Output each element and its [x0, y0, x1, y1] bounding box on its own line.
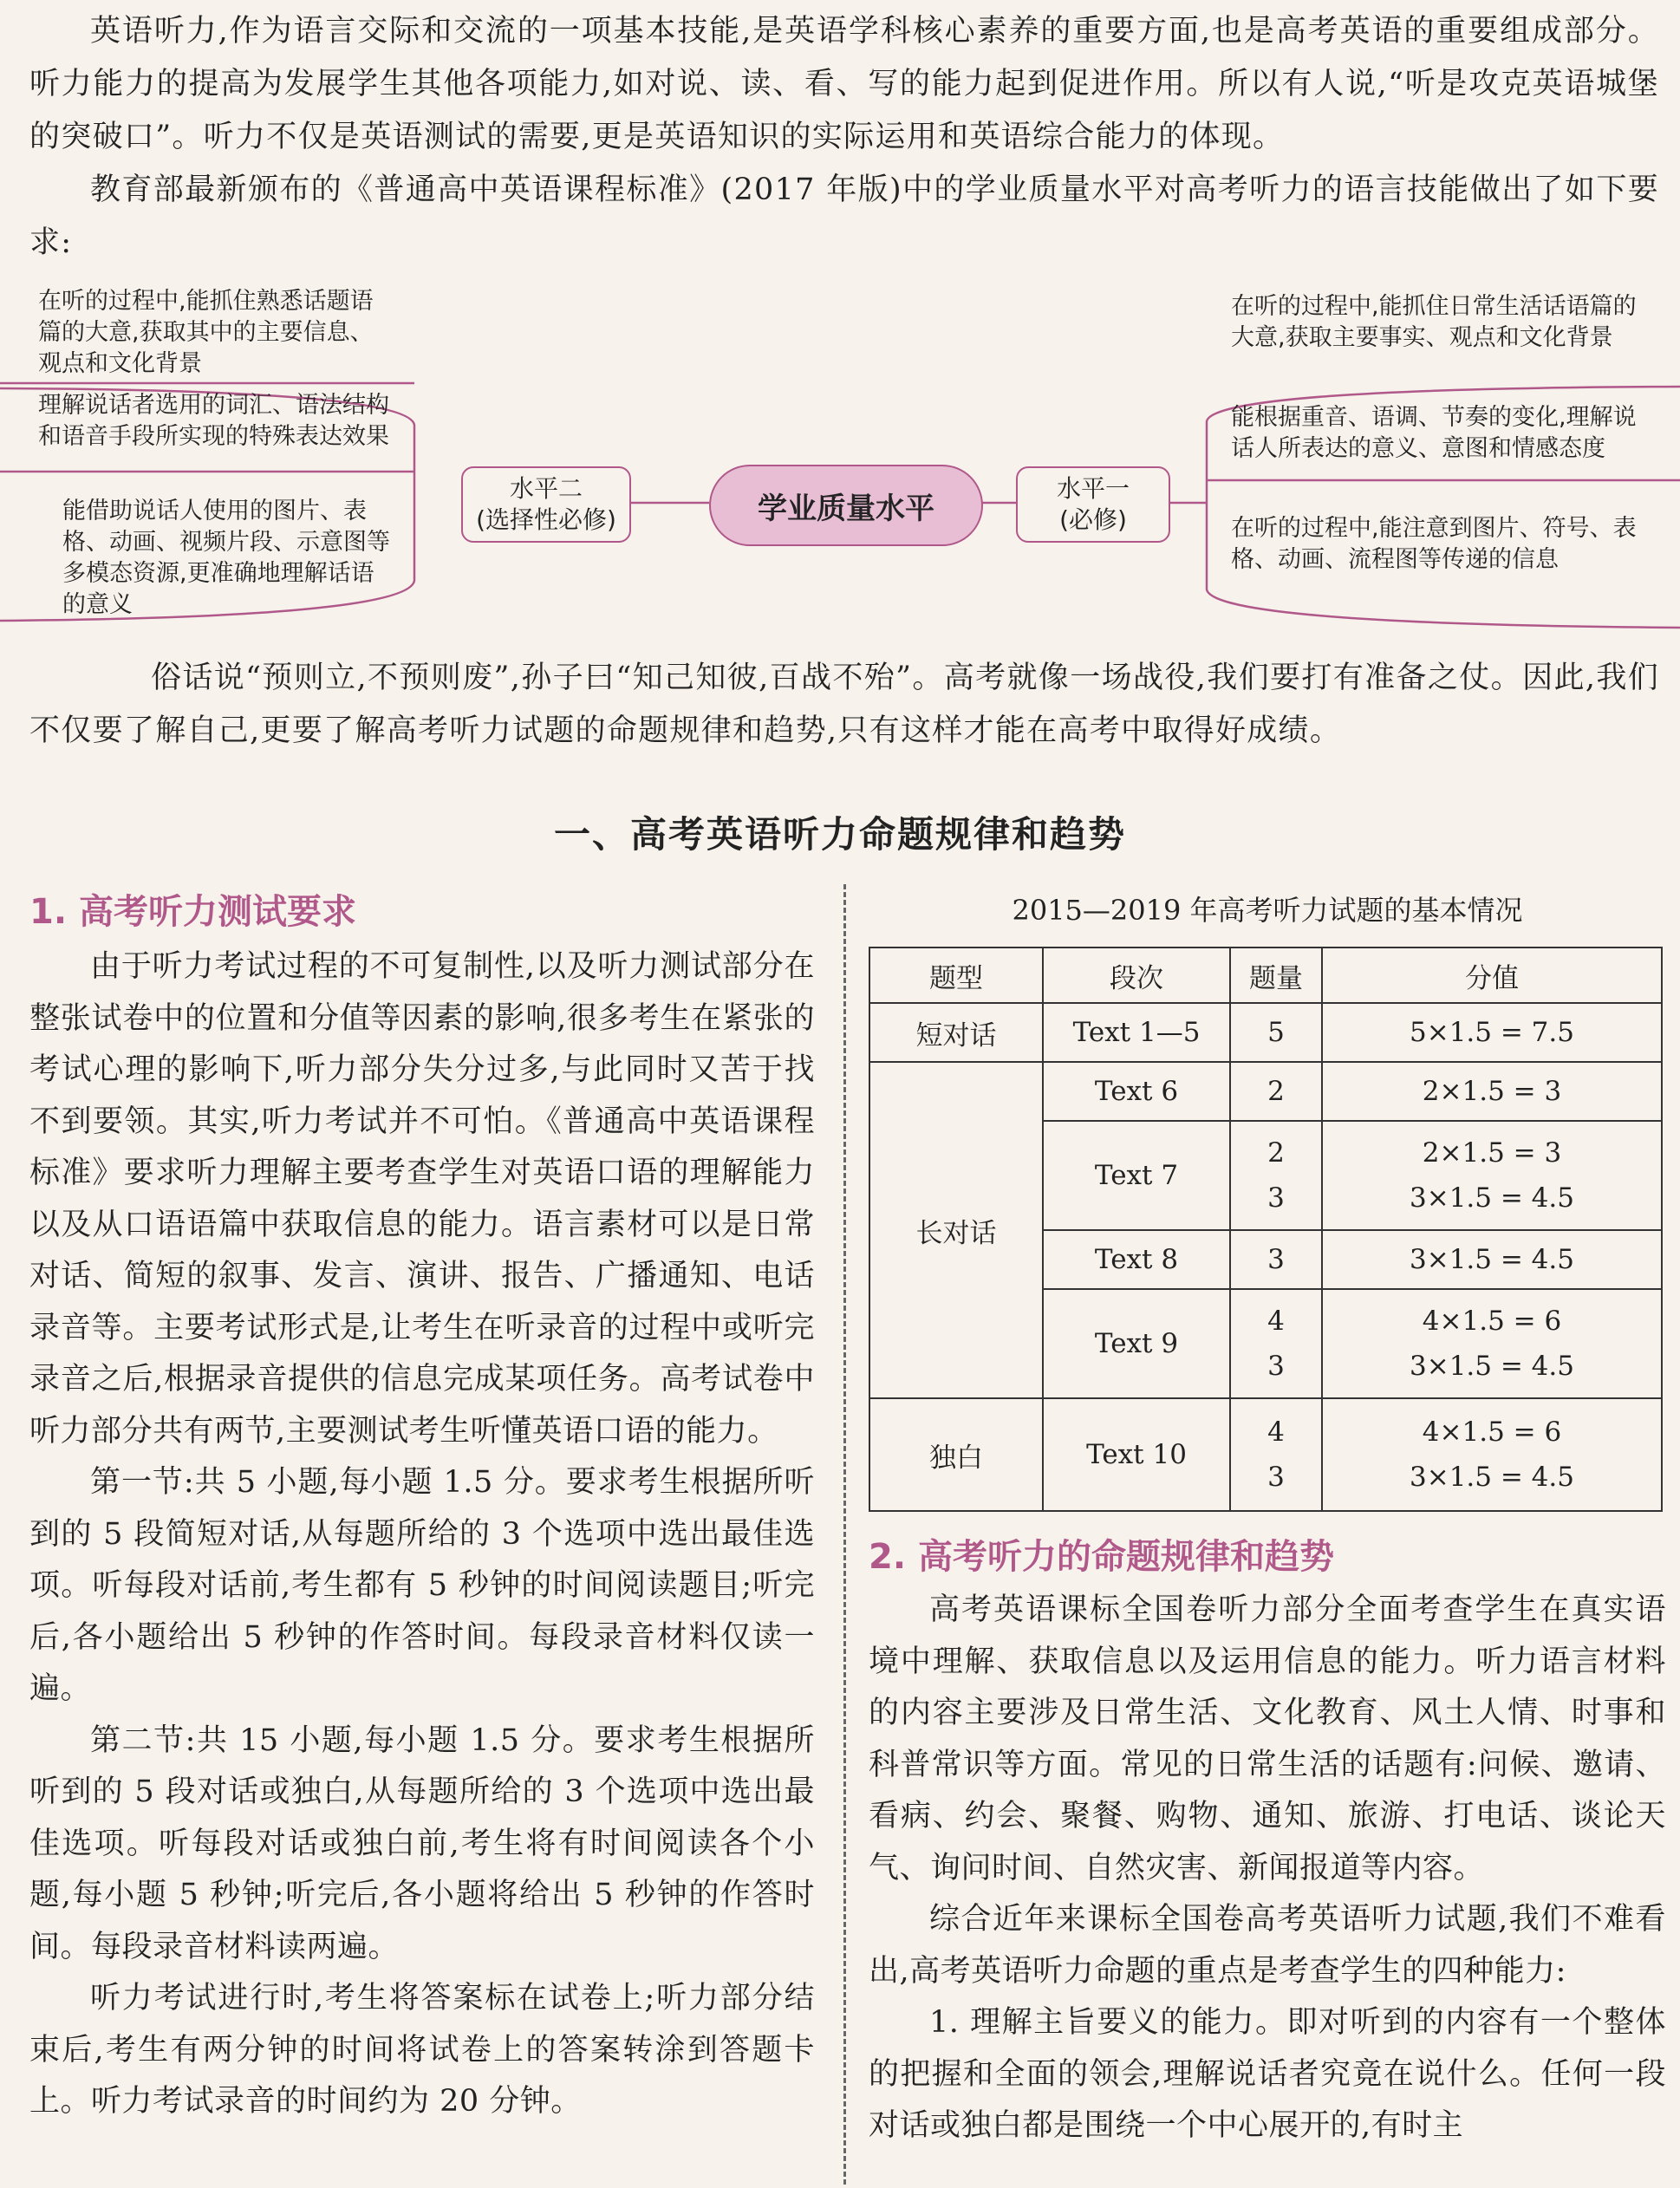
right-heading: 2. 高考听力的命题规律和趋势	[869, 1537, 1334, 1577]
cell-count: 3	[1230, 1230, 1322, 1289]
table-row	[869, 1398, 1662, 1511]
cell-type-long: 长对话	[869, 1062, 1043, 1398]
level1-label-line2: (必修)	[1059, 505, 1127, 534]
header-text: 段次	[1043, 947, 1230, 1003]
cell-score	[1322, 1398, 1662, 1511]
table-row	[869, 1062, 1662, 1121]
table-row	[869, 1003, 1662, 1062]
cell-count	[1230, 1398, 1322, 1511]
score-value: 4×1.5 = 6	[1422, 1306, 1562, 1337]
table-caption: 2015—2019 年高考听力试题的基本情况	[1012, 894, 1523, 927]
header-score: 分值	[1322, 947, 1662, 1003]
table-header-row	[869, 947, 1662, 1003]
level2-item-1: 在听的过程中,能抓住熟悉话题语篇的大意,获取其中的主要信息、观点和文化背景	[38, 288, 374, 377]
left-paragraph-3: 第二节:共 15 小题,每小题 1.5 分。要求考生根据所听到的 5 段对话或独白,从每题所给的 3 个选项中选出最佳选项。听每段对话或独白前,考生将有时间阅读各个小题,每小题 5 秒钟;听完后,各小题将给出 5 秒钟的作答时间。每段录音材料读两遍。	[29, 1722, 815, 1964]
left-paragraph-4: 听力考试进行时,考生将答案标在试卷上;听力部分结束后,考生有两分钟的时间将试卷上的答案转涂到答题卡上。听力考试录音的时间约为 20 分钟。	[29, 1981, 815, 2119]
cell-text: Text 9	[1043, 1289, 1230, 1398]
level2-item-3: 能借助说话人使用的图片、表格、动画、视频片段、示意图等多模态资源,更准确地理解话语的意义	[62, 498, 390, 618]
intro-paragraph-1: 英语听力,作为语言交际和交流的一项基本技能,是英语学科核心素养的重要方面,也是高考英语的重要组成部分。听力能力的提高为发展学生其他各项能力,如对说、读、看、写的能力起到促进作用。所以有人说,“听是攻克英语城堡的突破口”。听力不仅是英语测试的需要,更是英语知识的实际运用和英语综合能力的体现。	[29, 14, 1659, 154]
level2-label-line2: (选择性必修)	[476, 505, 616, 534]
score-value: 2×1.5 = 3	[1422, 1137, 1562, 1169]
column-divider	[843, 884, 846, 2185]
cell-count: 2	[1230, 1062, 1322, 1121]
count-value: 3	[1267, 1351, 1285, 1382]
cell-text: Text 8	[1043, 1230, 1230, 1289]
right-paragraph-3: 1. 理解主旨要义的能力。即对听到的内容有一个整体的把握和全面的领会,理解说话者究竟在说什么。任何一段对话或独白都是围绕一个中心展开的,有时主	[869, 2005, 1666, 2143]
level1-box	[1016, 466, 1170, 543]
count-value: 3	[1267, 1182, 1285, 1214]
cell-score: 2×1.5 = 3	[1322, 1062, 1662, 1121]
left-paragraph-2: 第一节:共 5 小题,每小题 1.5 分。要求考生根据所听到的 5 段简短对话,从每题所给的 3 个选项中选出最佳选项。听每段对话前,考生都有 5 秒钟的时间阅读题目;听完后,各小题给出 5 秒钟的作答时间。每段录音材料仅读一遍。	[29, 1465, 815, 1706]
right-column	[869, 886, 1666, 2152]
cell-score	[1322, 1289, 1662, 1398]
cell-score: 3×1.5 = 4.5	[1322, 1230, 1662, 1289]
left-heading: 1. 高考听力测试要求	[29, 892, 356, 932]
score-value: 3×1.5 = 4.5	[1410, 1351, 1574, 1382]
cell-type: 短对话	[869, 1003, 1043, 1062]
cell-score: 5×1.5 = 7.5	[1322, 1003, 1662, 1062]
level2-box	[461, 466, 631, 543]
header-count: 题量	[1230, 947, 1322, 1003]
intro	[29, 5, 1659, 270]
count-value: 2	[1267, 1137, 1285, 1169]
right-paragraph-1: 高考英语课标全国卷听力部分全面考查学生在真实语境中理解、获取信息以及运用信息的能力。听力语言材料的内容主要涉及日常生活、文化教育、风土人情、时事和科普常识等方面。常见的日常生活的话题有:问候、邀请、看病、约会、聚餐、购物、通知、旅游、打电话、谈论天气、询问时间、自然灾害、新闻报道等内容。	[869, 1592, 1666, 1885]
cell-score	[1322, 1121, 1662, 1230]
count-value: 4	[1267, 1416, 1285, 1448]
score-value: 3×1.5 = 4.5	[1410, 1182, 1574, 1214]
count-value: 3	[1267, 1462, 1285, 1493]
cell-count: 5	[1230, 1003, 1322, 1062]
level1-item-3: 在听的过程中,能注意到图片、符号、表格、动画、流程图等传递的信息	[1231, 515, 1637, 573]
cell-type-mono: 独白	[869, 1398, 1043, 1511]
cell-count	[1230, 1121, 1322, 1230]
cell-text: Text 1—5	[1043, 1003, 1230, 1062]
cell-count	[1230, 1289, 1322, 1398]
proverb-section	[29, 652, 1659, 758]
level1-item-1: 在听的过程中,能抓住日常生活话语篇的大意,获取主要事实、观点和文化背景	[1231, 293, 1637, 351]
listening-table	[869, 947, 1663, 1512]
level2-item-2: 理解说话者选用的词汇、语法结构和语音手段所实现的特殊表达效果	[38, 392, 389, 450]
proverb-paragraph: 俗话说“预则立,不预则废”,孙子曰“知己知彼,百战不殆”。高考就像一场战役,我们要打有准备之仗。因此,我们不仅要了解自己,更要了解高考听力试题的命题规律和趋势,只有这样才能在高考中取得好成绩。	[29, 661, 1659, 748]
center-node: 学业质量水平	[709, 465, 983, 546]
count-value: 4	[1267, 1306, 1285, 1337]
cell-text: Text 7	[1043, 1121, 1230, 1230]
header-type: 题型	[869, 947, 1043, 1003]
right-paragraph-2: 综合近年来课标全国卷高考英语听力试题,我们不难看出,高考英语听力命题的重点是考查学生的四种能力:	[869, 1902, 1666, 1989]
left-column	[29, 886, 815, 2128]
left-paragraph-1: 由于听力考试过程的不可复制性,以及听力测试部分在整张试卷中的位置和分值等因素的影响,很多考生在紧张的考试心理的影响下,听力部分失分过多,与此同时又苦于找不到要领。其实,听力考试并不可怕。《普通高中英语课程标准》要求听力理解主要考查学生对英语口语的理解能力以及从口语语篇中获取信息的能力。语言素材可以是日常对话、简短的叙事、发言、演讲、报告、广播通知、电话录音等。主要考试形式是,让考生在听录音的过程中或听完录音之后,根据录音提供的信息完成某项任务。高考试卷中听力部分共有两节,主要测试考生听懂英语口语的能力。	[29, 949, 815, 1449]
quality-level-diagram	[0, 277, 1680, 650]
level2-label-line1: 水平二	[509, 474, 583, 503]
level1-item-2: 能根据重音、语调、节奏的变化,理解说话人所表达的意义、意图和情感态度	[1231, 404, 1637, 462]
section-title: 一、高考英语听力命题规律和趋势	[553, 813, 1126, 856]
score-value: 4×1.5 = 6	[1422, 1416, 1562, 1448]
intro-paragraph-2: 教育部最新颁布的《普通高中英语课程标准》(2017 年版)中的学业质量水平对高考听力的语言技能做出了如下要求:	[29, 173, 1659, 260]
cell-text: Text 6	[1043, 1062, 1230, 1121]
cell-text: Text 10	[1043, 1398, 1230, 1511]
level1-label-line1: 水平一	[1056, 474, 1130, 503]
score-value: 3×1.5 = 4.5	[1410, 1462, 1574, 1493]
